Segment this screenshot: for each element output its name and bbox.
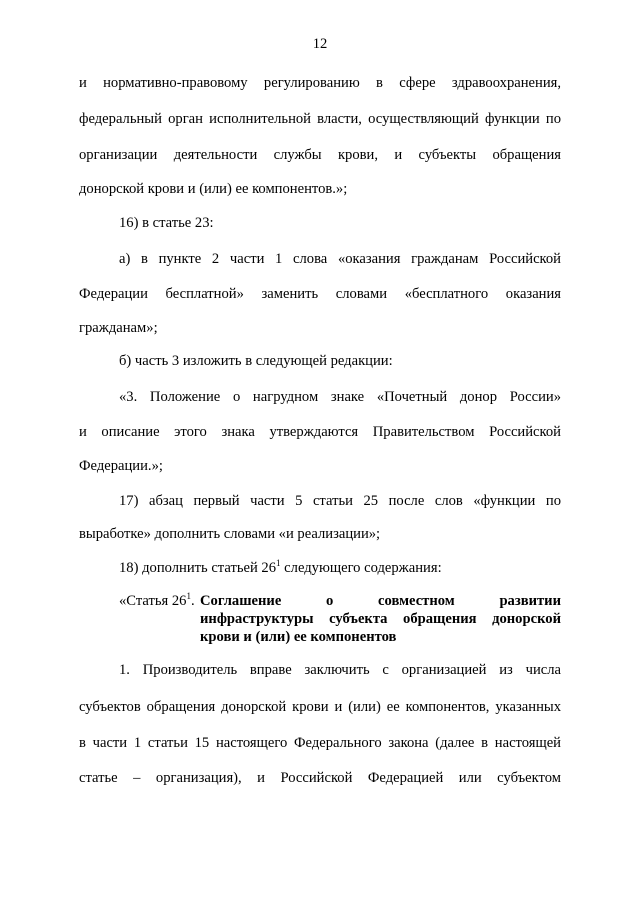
text-line: б) часть 3 изложить в следующей редакции: <box>119 353 393 369</box>
text-line: Федерации.»; <box>79 458 163 474</box>
superscript: 1 <box>186 591 191 602</box>
list-item-18 <box>119 559 561 577</box>
article-prefix <box>119 592 195 610</box>
text-line: и описание этого знака утверждаются Правительством Российской <box>79 424 561 440</box>
text-line: организации деятельности службы крови, и субъекты обращения <box>79 147 561 163</box>
page-number: 12 <box>312 36 328 52</box>
text-line: а) в пункте 2 части 1 слова «оказания гражданам Российской <box>119 251 561 267</box>
text-fragment: . <box>190 593 195 609</box>
text-line: выработке» дополнить словами «и реализации»; <box>79 526 381 542</box>
text-line: гражданам»; <box>79 320 158 336</box>
text-line: субъектов обращения донорской крови и (или) ее компонентов, указанных <box>79 699 561 715</box>
text-line: донорской крови и (или) ее компонентов.»; <box>79 181 348 197</box>
text-fragment: 18) дополнить статьей 26 <box>119 560 277 576</box>
superscript: 1 <box>276 558 281 569</box>
text-line: в части 1 статьи 15 настоящего Федерального закона (далее в настоящей <box>79 735 561 751</box>
article-title-line: крови и (или) ее компонентов <box>200 629 397 645</box>
list-item-17: 17) абзац первый части 5 статьи 25 после слов «функции по <box>119 493 561 509</box>
text-line: федеральный орган исполнительной власти, осуществляющий функции по <box>79 111 561 127</box>
article-title-line: инфраструктуры субъекта обращения донорской <box>200 611 561 627</box>
text-line: Федерации бесплатной» заменить словами «бесплатного оказания <box>79 286 561 302</box>
article-title-line: Соглашение о совместном развитии <box>200 593 561 609</box>
text-fragment: «Статья 26 <box>119 593 187 609</box>
text-line: «3. Положение о нагрудном знаке «Почетный донор России» <box>119 389 561 405</box>
text-fragment: следующего содержания: <box>280 560 442 576</box>
text-line: и нормативно-правовому регулированию в сфере здравоохранения, <box>79 75 561 91</box>
text-line: статье – организация), и Российской Федерацией или субъектом <box>79 770 561 786</box>
text-line: 1. Производитель вправе заключить с организацией из числа <box>119 662 561 678</box>
list-item-16: 16) в статье 23: <box>119 215 214 231</box>
